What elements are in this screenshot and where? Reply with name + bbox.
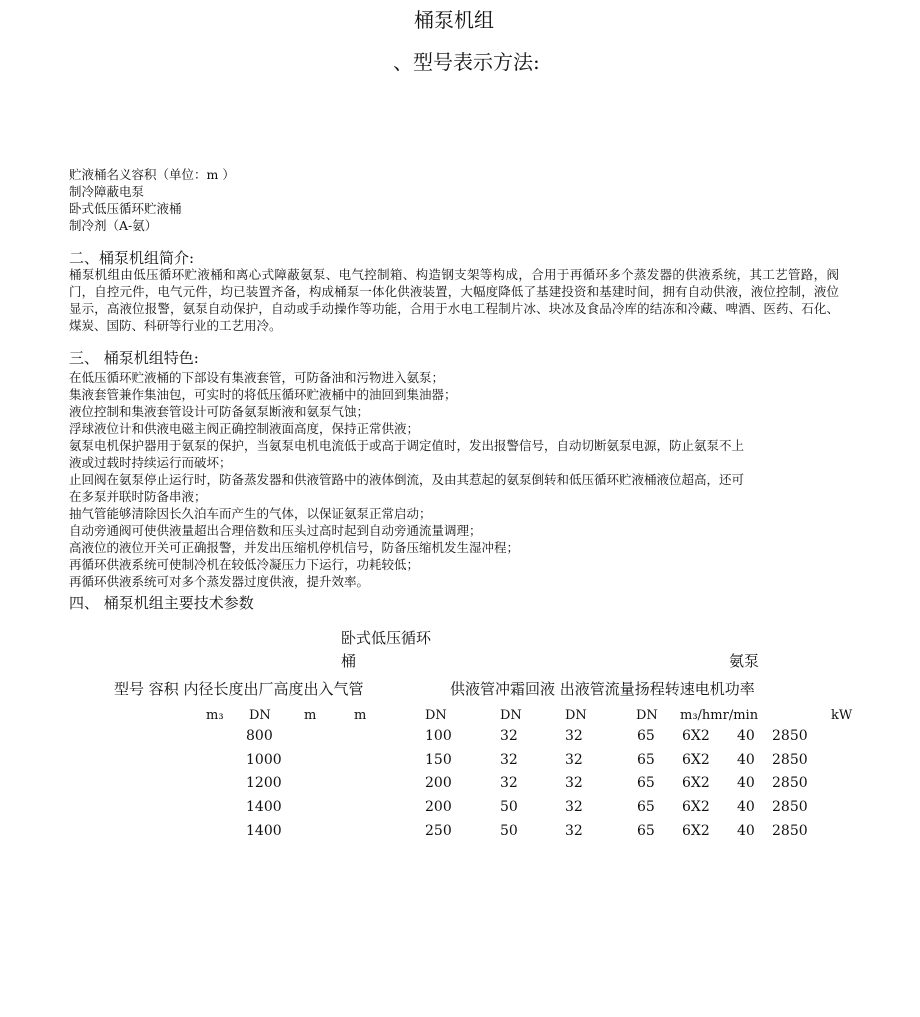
unit-cell: m <box>354 708 367 723</box>
table-cell: 100 <box>425 728 452 744</box>
feature-line: 自动旁通阀可使供液量超出合理倍数和压头过高时起到自动旁通流量调理； <box>69 523 482 538</box>
legend-line: 制冷障蔽电泵 <box>69 184 145 199</box>
feature-line: 在低压循环贮液桶的下部设有集液套管，可防备油和污物进入氨泵； <box>69 370 445 385</box>
table-cell: 1400 <box>246 822 282 839</box>
table-group-label: 卧式低压循环 <box>341 629 432 647</box>
feature-line: 抽气管能够清除因长久泊车而产生的气体，以保证氨泵正常启动； <box>69 506 432 521</box>
table-cell: 65 <box>637 799 655 816</box>
unit-cell: DN <box>249 708 271 723</box>
feature-line: 高液位的液位开关可正确报警，并发出压缩机停机信号，防备压缩机发生湿冲程； <box>69 540 520 555</box>
table-cell: 6X2 <box>682 799 710 816</box>
unit-cell: kW <box>831 708 853 723</box>
unit-cell: DN <box>636 708 658 723</box>
table-cell: 40 <box>737 728 755 744</box>
feature-line: 再循环供液系统可对多个蒸发器过度供液，提升效率。 <box>69 574 370 589</box>
table-cell: 40 <box>737 799 755 816</box>
table-cell: 40 <box>737 751 755 768</box>
table-cell: 2850 <box>772 751 808 768</box>
section2-heading: 二、桶泵机组简介: <box>69 249 195 267</box>
section3-heading: 三、 桶泵机组特色: <box>69 349 199 367</box>
table-cell: 150 <box>425 751 452 768</box>
table-cell: 200 <box>425 799 452 816</box>
legend-line: 制冷剂（A-氨） <box>69 218 158 233</box>
section1-heading: 、型号表示方法: <box>393 50 540 74</box>
table-cell: 32 <box>565 751 583 768</box>
table-cell: 32 <box>500 751 518 768</box>
table-header-left: 型号 容积 内径长度出厂高度出入气管 <box>114 680 364 698</box>
table-cell: 6X2 <box>682 751 710 768</box>
table-cell: 32 <box>565 822 583 839</box>
feature-line: 止回阀在氨泵停止运行时，防备蒸发器和供液管路中的液体倒流，及由其惹起的氨泵倒转和低压循环贮液桶液位超高，还可 <box>69 472 745 487</box>
table-group-label: 桶 <box>341 652 357 670</box>
table-cell: 32 <box>565 799 583 816</box>
table-cell: 6X2 <box>682 775 710 792</box>
table-cell: 200 <box>425 775 452 792</box>
section2-body: 桶泵机组由低压循环贮液桶和离心式障蔽氨泵、电气控制箱、构造钢支架等构成，合用于再循环多个蒸发器的供液系统，其工艺管路，阀门，自控元件，电气元件，均已装置齐备，构成桶泵一体化供液装置，大幅度降低了基建投资和基建时间，拥有自动供液，液位控制，液位显示，高液位报警，氨泵自动保护，自动或手动操作等功能，合用于水电工程制片冰、块冰及食品冷库的结冻和冷藏、啤酒、医药、石化、煤炭、国防、科研等行业的工艺用冷。 <box>69 267 839 333</box>
unit-cell: m <box>304 708 317 723</box>
table-cell: 32 <box>500 728 518 744</box>
table-cell: 6X2 <box>682 728 710 744</box>
table-cell: 40 <box>737 822 755 839</box>
table-cell: 50 <box>500 822 518 839</box>
model-legend <box>69 166 235 234</box>
table-cell: 2850 <box>772 728 808 744</box>
table-header-right: 供液管冲霜回液 出液管流量扬程转速电机功率 <box>450 680 755 698</box>
table-cell: 65 <box>637 822 655 839</box>
unit-cell: m₃ <box>206 708 224 723</box>
feature-line: 浮球液位计和供液电磁主阀正确控制液面高度，保持正常供液； <box>69 421 420 436</box>
table-cell: 1200 <box>246 775 282 792</box>
table-cell: 800 <box>246 728 273 744</box>
table-cell: 6X2 <box>682 822 710 839</box>
table-cell: 65 <box>637 751 655 768</box>
unit-cell: m₃/hmr/min <box>680 708 759 723</box>
unit-cell: DN <box>565 708 587 723</box>
table-cell: 2850 <box>772 775 808 792</box>
section4-heading: 四、 桶泵机组主要技术参数 <box>69 594 254 612</box>
table-cell: 250 <box>425 822 452 839</box>
unit-cell: DN <box>500 708 522 723</box>
table-cell: 2850 <box>772 799 808 816</box>
unit-cell: DN <box>425 708 447 723</box>
feature-line: 集液套管兼作集油包，可实时的将低压循环贮液桶中的油回到集油器； <box>69 387 457 402</box>
legend-line: 卧式低压循环贮液桶 <box>69 201 182 216</box>
table-cell: 50 <box>500 799 518 816</box>
feature-line: 氨泵电机保护器用于氨泵的保护，当氨泵电机电流低于或高于调定值时，发出报警信号，自动切断氨泵电源，防止氨泵不上 <box>69 438 745 453</box>
table-cell: 1400 <box>246 799 282 816</box>
table-cell: 40 <box>737 775 755 792</box>
table-cell: 65 <box>637 728 655 744</box>
table-cell: 32 <box>565 775 583 792</box>
table-cell: 32 <box>565 728 583 744</box>
legend-line: 贮液桶名义容积（单位：m ） <box>69 167 235 182</box>
feature-line: 再循环供液系统可使制冷机在较低冷凝压力下运行，功耗较低； <box>69 557 420 572</box>
feature-line: 液或过载时持续运行而破坏； <box>69 455 232 470</box>
feature-line: 液位控制和集液套管设计可防备氨泵断液和氨泵气蚀； <box>69 404 370 419</box>
page-title: 桶泵机组 <box>414 8 494 32</box>
feature-list <box>69 369 744 590</box>
feature-line: 在多泵并联时防备串液； <box>69 489 207 504</box>
table-cell: 32 <box>500 775 518 792</box>
table-cell: 65 <box>637 775 655 792</box>
table-cell: 2850 <box>772 822 808 839</box>
table-group-label: 氨泵 <box>729 652 760 670</box>
table-cell: 1000 <box>246 751 282 768</box>
